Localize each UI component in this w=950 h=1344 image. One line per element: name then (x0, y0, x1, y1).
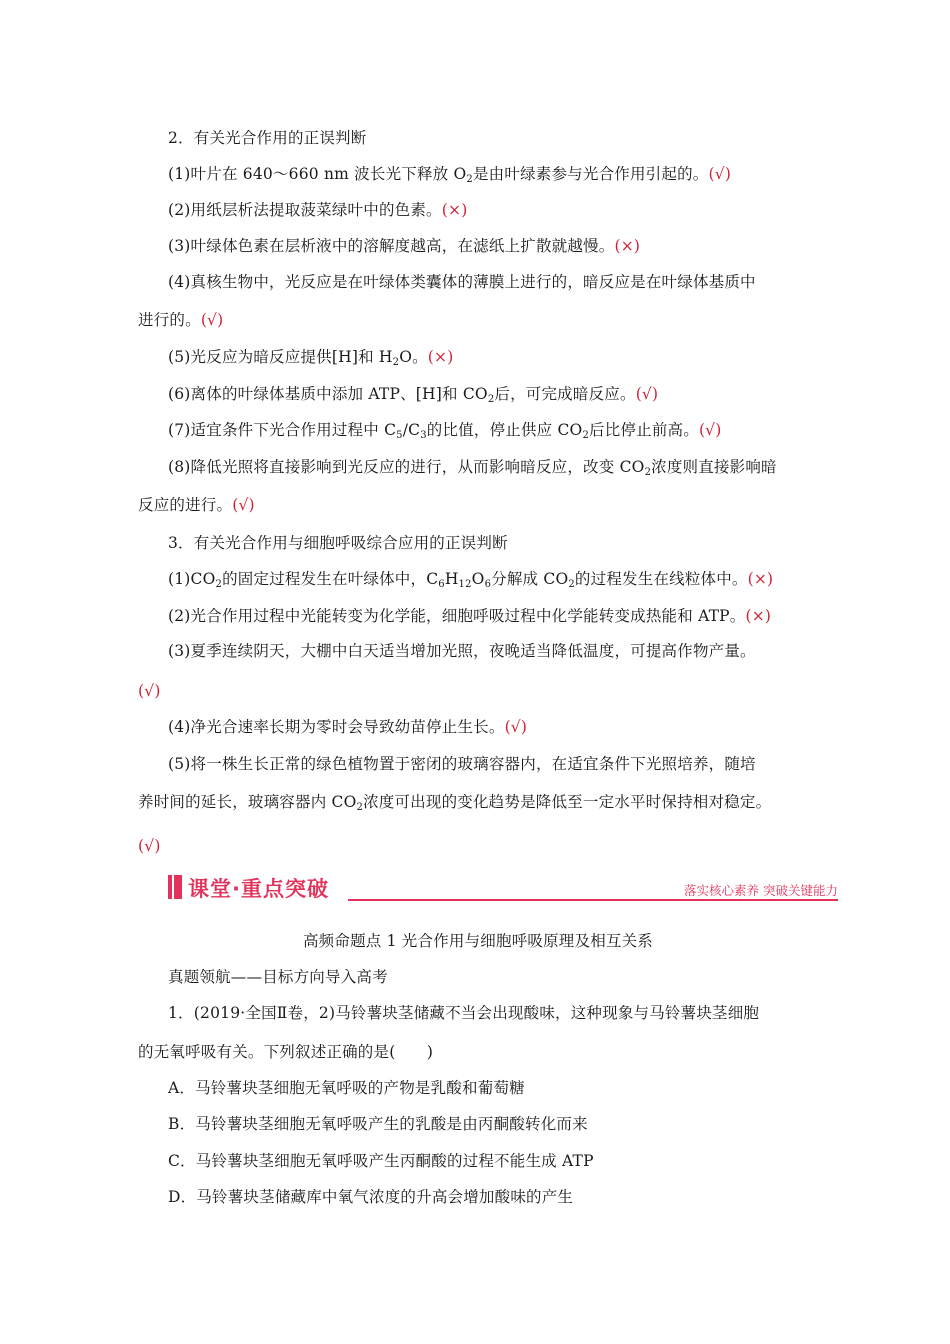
correct-mark: (√) (200, 311, 224, 329)
correct-mark: (√) (635, 385, 659, 403)
statement-3-3-line1: (3)夏季连续阴天，大棚中白天适当增加光照，夜晚适当降低温度，可提高作物产量。 (168, 642, 756, 660)
topic-subtitle: 真题领航——目标方向导入高考 (168, 968, 388, 986)
section-2-heading: 2．有关光合作用的正误判断 (168, 129, 367, 147)
question-stem-line2: 的无氧呼吸有关。下列叙述正确的是( ) (138, 1043, 434, 1061)
question-stem-line1: 1．(2019·全国Ⅱ卷，2)马铃薯块茎储藏不当会出现酸味，这种现象与马铃薯块茎细胞 (168, 1004, 760, 1022)
banner-title: 课堂·重点突破 (188, 877, 329, 901)
statement-3-5-line1: (5)将一株生长正常的绿色植物置于密闭的玻璃容器内，在适宜条件下光照培养，随培 (168, 755, 756, 773)
option-a: A．马铃薯块茎细胞无氧呼吸的产物是乳酸和葡萄糖 (168, 1079, 525, 1097)
statement-3-5-line2: 养时间的延长，玻璃容器内 $CO_2$浓度可出现的变化趋势是降低至一定水平时保持相对稳定。 (138, 793, 772, 813)
statement-2-4-line1: (4)真核生物中，光反应是在叶绿体类囊体的薄膜上进行的，暗反应是在叶绿体基质中 (168, 273, 756, 291)
statement-3-5-line3 (138, 834, 818, 858)
statement-2-3: (3)叶绿体色素在层析液中的溶解度越高，在滤纸上扩散就越慢。(×) (168, 237, 641, 255)
statement-3-4: (4)净光合速率长期为零时会导致幼苗停止生长。(√) (168, 718, 528, 736)
banner-bars-icon (168, 875, 182, 899)
banner-slogan: 落实核心素养 突破关键能力 (684, 883, 838, 898)
statement-2-4-line2: 进行的。(√) (138, 311, 224, 329)
section-3-heading: 3．有关光合作用与细胞呼吸综合应用的正误判断 (168, 534, 508, 552)
section-banner (168, 872, 838, 902)
topic-title: 高频命题点 1 光合作用与细胞呼吸原理及相互关系 (302, 932, 654, 950)
statement-2-8-line2: 反应的进行。(√) (138, 496, 255, 514)
correct-mark: (√) (138, 682, 161, 700)
statement-2-6: (6)离体的叶绿体基质中添加 ATP、[H]和 $CO_2$后，可完成暗反应。(√) (168, 385, 659, 405)
statement-2-5: (5)光反应为暗反应提供[H]和 $H_2O$。(×) (168, 348, 454, 368)
statement-3-1: $(1)CO_2$的固定过程发生在叶绿体中，$C_6H_{12}O_6$分解成 $CO_2$的过程发生在线粒体中。(×) (168, 570, 774, 590)
wrong-mark: (×) (747, 570, 774, 588)
statement-3-2: (2)光合作用过程中光能转变为化学能，细胞呼吸过程中化学能转变成热能和 ATP。(×) (168, 607, 772, 625)
option-c: C．马铃薯块茎细胞无氧呼吸产生丙酮酸的过程不能生成 ATP (168, 1152, 594, 1170)
banner-rule (348, 899, 838, 901)
wrong-mark: (×) (745, 607, 772, 625)
wrong-mark: (×) (441, 201, 468, 219)
statement-2-1: (1)叶片在 640～660 nm 波长光下释放 $O_2$是由叶绿素参与光合作用引起的。(√) (168, 165, 732, 185)
correct-mark: (√) (138, 837, 161, 855)
option-d: D．马铃薯块茎储藏库中氧气浓度的升高会增加酸味的产生 (168, 1188, 574, 1206)
correct-mark: (√) (232, 496, 255, 514)
statement-3-3-line2 (138, 679, 818, 703)
option-b: B．马铃薯块茎细胞无氧呼吸产生的乳酸是由丙酮酸转化而来 (168, 1115, 588, 1133)
correct-mark: (√) (698, 421, 722, 439)
wrong-mark: (×) (427, 348, 454, 366)
correct-mark: (√) (504, 718, 528, 736)
statement-2-8-line1: (8)降低光照将直接影响到光反应的进行，从而影响暗反应，改变 $CO_2$浓度则直接影响暗 (168, 458, 777, 478)
statement-2-2: (2)用纸层析法提取菠菜绿叶中的色素。(×) (168, 201, 468, 219)
wrong-mark: (×) (614, 237, 641, 255)
statement-2-7: (7)适宜条件下光合作用过程中 $C_5/C_3$的比值，停止供应 $CO_2$后比停止前高。(√) (168, 421, 722, 441)
correct-mark: (√) (708, 165, 732, 183)
